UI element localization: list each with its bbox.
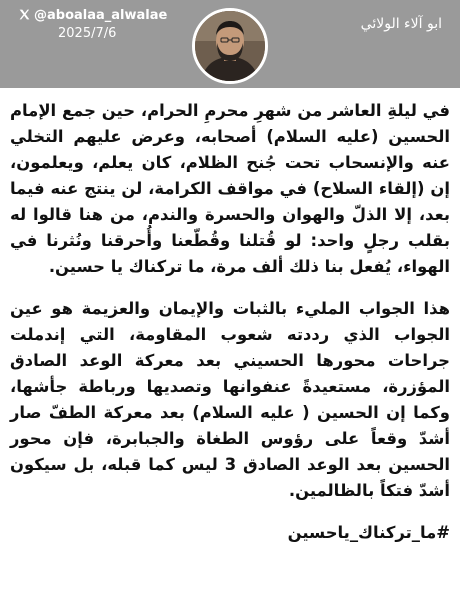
post-date: 2025/7/6 <box>58 26 117 41</box>
post-body <box>10 98 450 546</box>
account-handle-row[interactable] <box>18 8 167 23</box>
post-paragraph-2: هذا الجواب المليء بالثبات والإيمان والعزيمة هو عين الجواب الذي رددته شعوب المقاومة، التي إندملت جراحات محورها الحسيني بعد معركة الوعد الصادق المؤزرة، مستعيدةً عنفوانها وتصديها ورباطة جأشها، وكما إن الحسين ( عليه السلام) بعد معركة الطفّ صار أشدّ وقعاً على رؤوس الطغاة والجبابرة، فإن محور الحسين بعد الوعد الصادق 3 ليس كما قبله، بل سيكون أشدّ فتكاً بالظالمين. <box>10 299 450 500</box>
post-hashtag[interactable]: #ما_تركناك_ياحسين <box>287 523 450 542</box>
account-name[interactable]: ابو آلاء الولائي <box>360 16 442 32</box>
avatar-portrait-icon <box>195 11 265 81</box>
avatar[interactable] <box>192 8 268 84</box>
post-header <box>0 0 460 88</box>
post-paragraph-1: في ليلةِ العاشر من شهرِ محرمِ الحرام، حين جمع الإمام الحسين (عليه السلام) أصحابه، وعرض عليهم التخلي عنه والإنسحاب تحت جُنح الظلام، كان يعلم، ويعلمون، إن (إلقاء السلاح) في مواقف الكرامة، لن ينتج عنه فيما بعد، إلا الذلّ والهوان والحسرة والندم، من هنا قالوا له بقلب رجلٍ واحد: لو قُتلنا وقُطّعنا وأُحرقنا ونُثرنا في الهواء، يُفعل بنا ذلك ألف مرة، ما تركناك يا حسين. <box>10 101 450 276</box>
x-logo-icon <box>18 8 31 21</box>
handle-text: @aboalaa_alwalae <box>34 8 168 23</box>
